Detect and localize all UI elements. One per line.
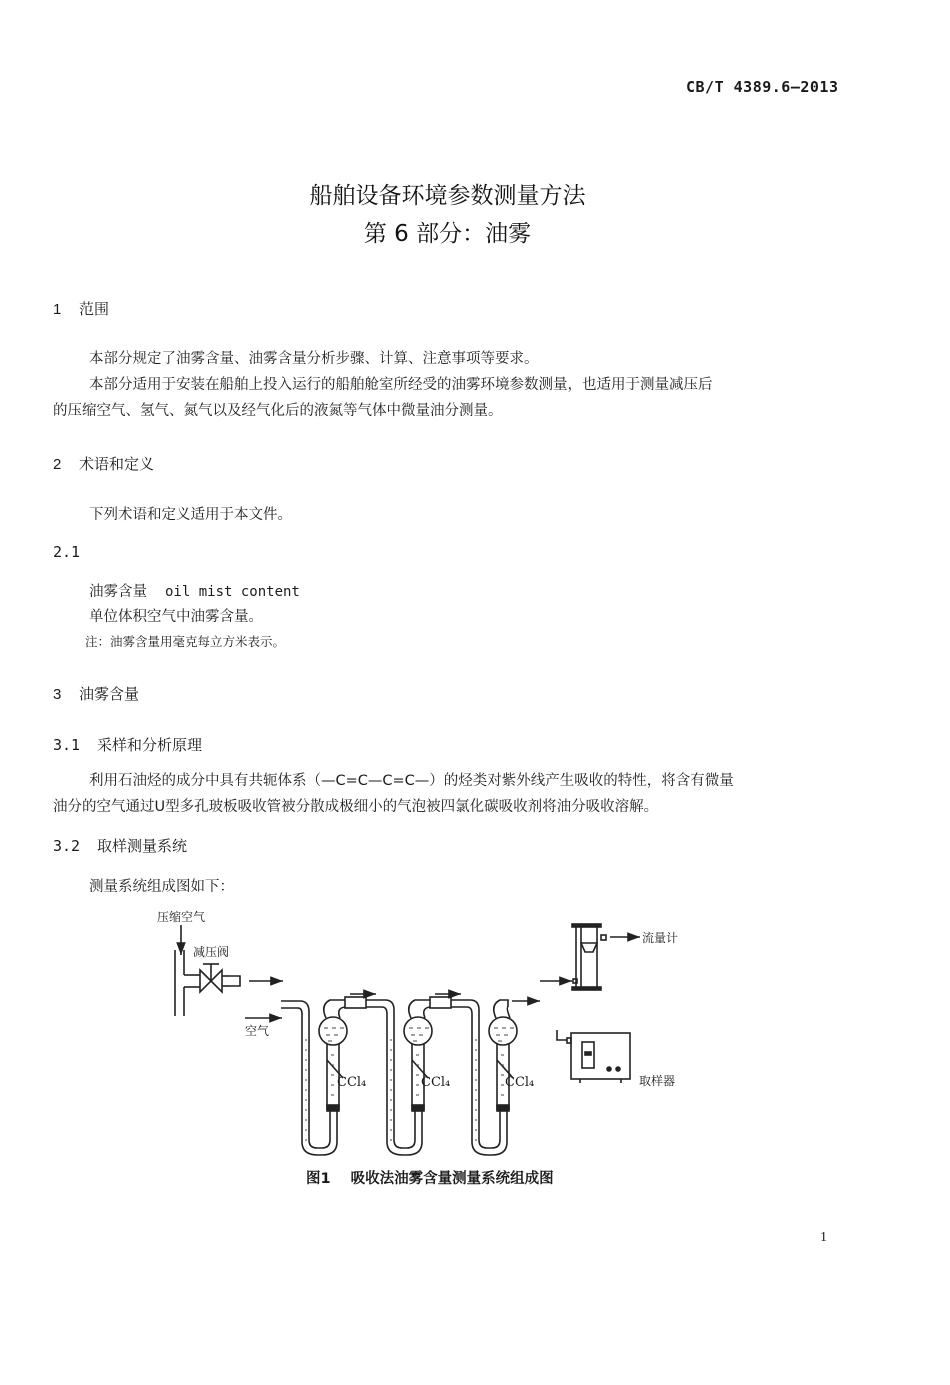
section-number: 1 [53,301,62,318]
subsection-title: 采样和分析原理 [97,736,203,754]
sampler-icon [557,1030,630,1083]
label-compressed-air: 压缩空气 [157,910,206,924]
term-english: oil mist content [165,584,300,600]
section-3-1-paragraph-line-1: 利用石油烃的成分中具有共轭体系（—C=C—C=C—）的烃类对紫外线产生吸收的特性，将含有微量 [89,773,734,789]
section-2-paragraph: 下列术语和定义适用于本文件。 [89,507,292,523]
term-note: 注：油雾含量用毫克每立方米表示。 [85,634,286,649]
figure-caption [306,1167,554,1188]
section-3-2-paragraph: 测量系统组成图如下： [89,879,234,895]
label-air: 空气 [245,1024,270,1038]
term-chinese: 油雾含量 [89,584,147,600]
document-title: 船舶设备环境参数测量方法 [309,183,586,209]
subsection-number: 3.2 [53,837,81,855]
section-1-paragraph-2-line-2: 的压缩空气、氢气、氮气以及经气化后的液氮等气体中微量油分测量。 [53,403,503,419]
document-subtitle: 第 6 部分：油雾 [363,221,532,247]
standard-code: CB/T 4389.6—2013 [686,78,839,96]
section-1-paragraph-2-line-1: 本部分适用于安装在船舶上投入运行的船舶舱室所经受的油雾环境参数测量，也适用于测量减压后 [89,377,713,393]
label-pressure-reducing-valve: 减压阀 [193,945,230,959]
label-ccl4-tube-2: CCl₄ [421,1075,451,1090]
section-1-paragraph-1: 本部分规定了油雾含量、油雾含量分析步骤、计算、注意事项等要求。 [89,351,539,367]
label-ccl4-tube-3: CCl₄ [505,1075,535,1090]
page-number: 1 [820,1230,827,1245]
section-3-1-paragraph-line-2: 油分的空气通过U型多孔玻板吸收管被分散成极细小的气泡被四氯化碳吸收剂将油分吸收溶解。 [53,799,659,815]
figure-number: 图1 [306,1171,331,1187]
label-ccl4-tube-1: CCl₄ [337,1075,367,1090]
section-title: 范围 [79,300,110,318]
subsection-title: 取样测量系统 [97,837,188,855]
label-sampler: 取样器 [639,1074,676,1088]
subsection-number: 3.1 [53,736,81,754]
section-number: 2 [53,456,62,473]
section-title: 术语和定义 [79,455,155,473]
section-number: 3 [53,686,62,703]
figure-title: 吸收法油雾含量测量系统组成图 [350,1171,554,1187]
subsection-2-1-number: 2.1 [53,543,81,561]
label-flowmeter: 流量计 [642,931,679,945]
flowmeter-icon [572,924,606,990]
section-title: 油雾含量 [79,685,140,703]
absorption-tube-2 [404,994,461,1111]
term-definition: 单位体积空气中油雾含量。 [89,609,263,625]
